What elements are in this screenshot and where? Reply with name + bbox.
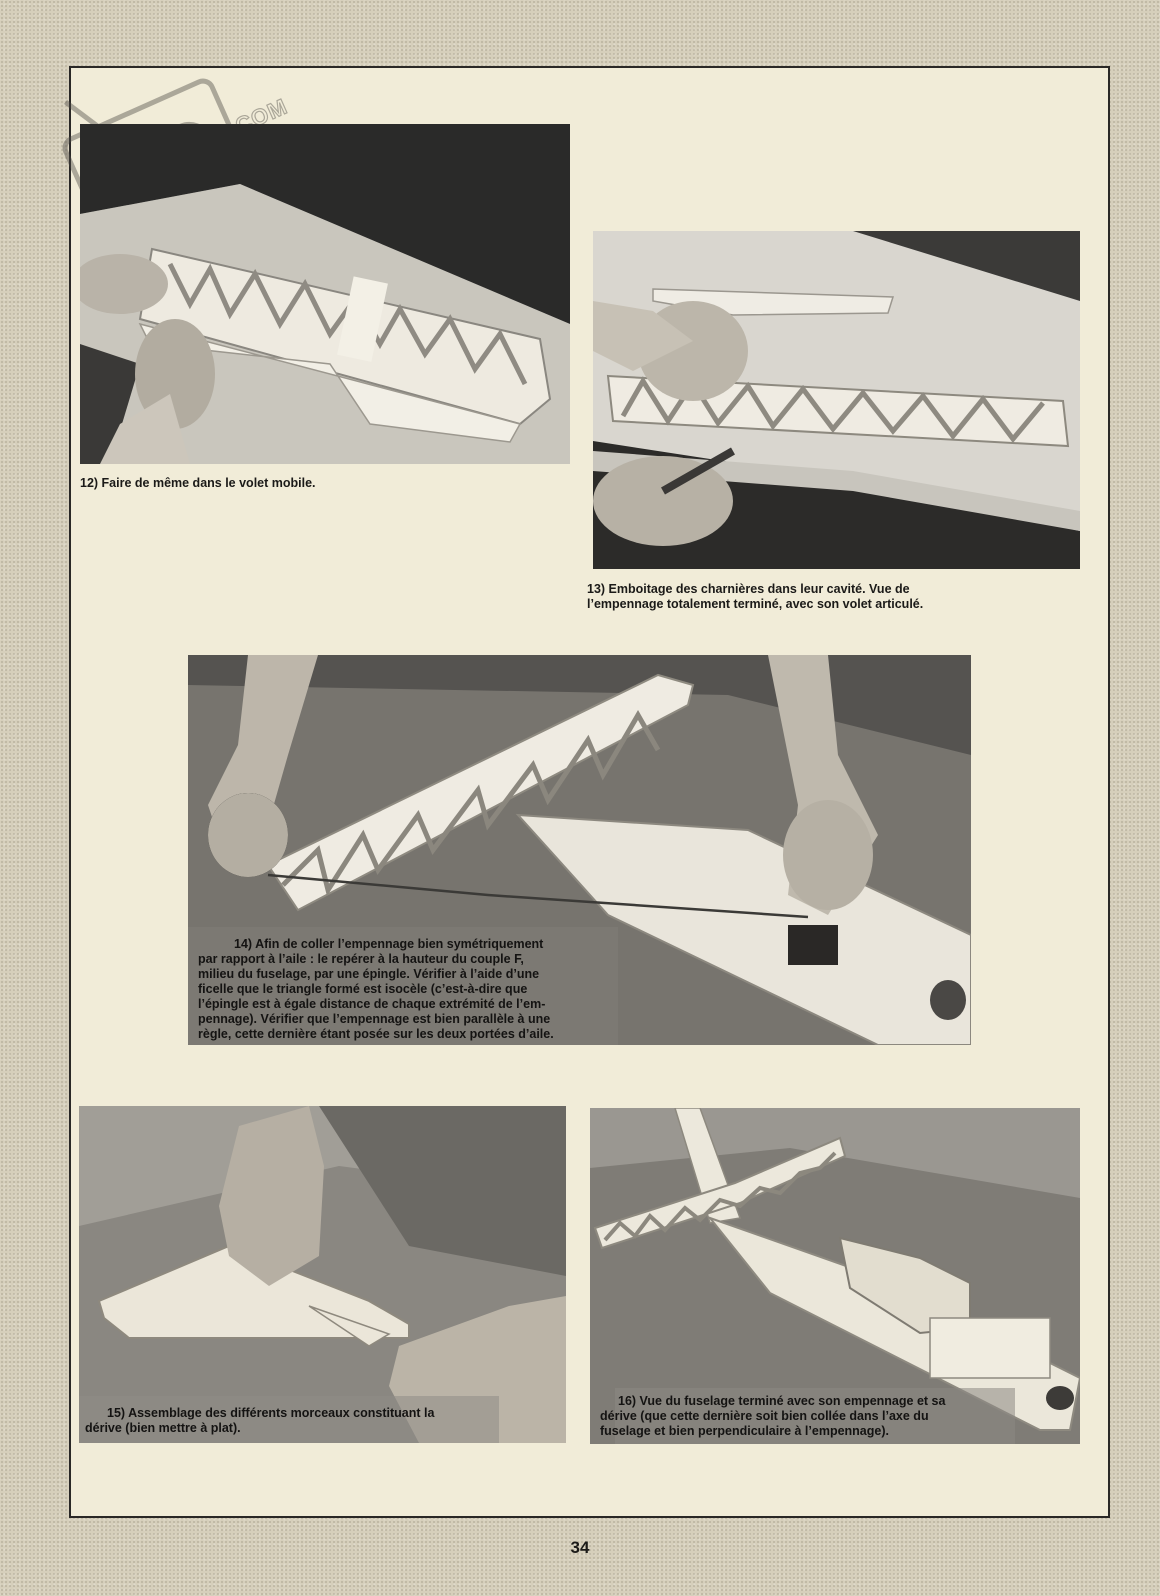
caption-15-line-1: 15) Assemblage des différents morceaux constituant la: [107, 1406, 435, 1420]
caption-16-line-1: 16) Vue du fuselage terminé avec son empennage et sa: [618, 1394, 946, 1408]
photo-14-symmetry-check: [188, 655, 971, 1045]
caption-13-line-1: 13) Emboitage des charnières dans leur cavité. Vue de: [587, 582, 910, 596]
caption-16-line-3: fuselage et bien perpendiculaire à l’empennage).: [600, 1424, 889, 1438]
caption-16-line-2: dérive (que cette dernière soit bien collée dans l’axe du: [600, 1409, 929, 1423]
caption-16: [600, 1394, 945, 1439]
photo-15-fin-assembly: [79, 1106, 566, 1443]
caption-14-line-1: 14) Afin de coller l’empennage bien symétriquement: [234, 937, 544, 951]
caption-14-line-6: pennage). Vérifier que l’empennage est bien parallèle à une: [198, 1012, 551, 1026]
caption-15-line-2: dérive (bien mettre à plat).: [85, 1421, 241, 1435]
caption-14-line-3: milieu du fuselage, par une épingle. Vérifier à l’aide d’une: [198, 967, 540, 981]
photo-13-completed-tailplane: [593, 231, 1080, 569]
caption-13-line-2: l’empennage totalement terminé, avec son volet articulé.: [587, 597, 924, 611]
photo-16-finished-fuselage: [590, 1108, 1080, 1444]
caption-15: [85, 1406, 434, 1436]
caption-14-line-2: par rapport à l’aile : le repérer à la hauteur du couple F,: [198, 952, 524, 966]
caption-14: [198, 937, 598, 1042]
caption-13: [587, 582, 923, 612]
caption-14-line-7: règle, cette dernière étant posée sur les deux portées d’aile.: [198, 1027, 554, 1041]
page-number: 34: [570, 1538, 590, 1557]
caption-14-line-4: ficelle que le triangle formé est isocèle (c’est-à-dire que: [198, 982, 528, 996]
photo-12-tailplane-hinges: [80, 124, 570, 464]
caption-14-line-5: l’épingle est à égale distance de chaque extrémité de l’em-: [198, 997, 546, 1011]
caption-12: 12) Faire de même dans le volet mobile.: [80, 476, 316, 490]
